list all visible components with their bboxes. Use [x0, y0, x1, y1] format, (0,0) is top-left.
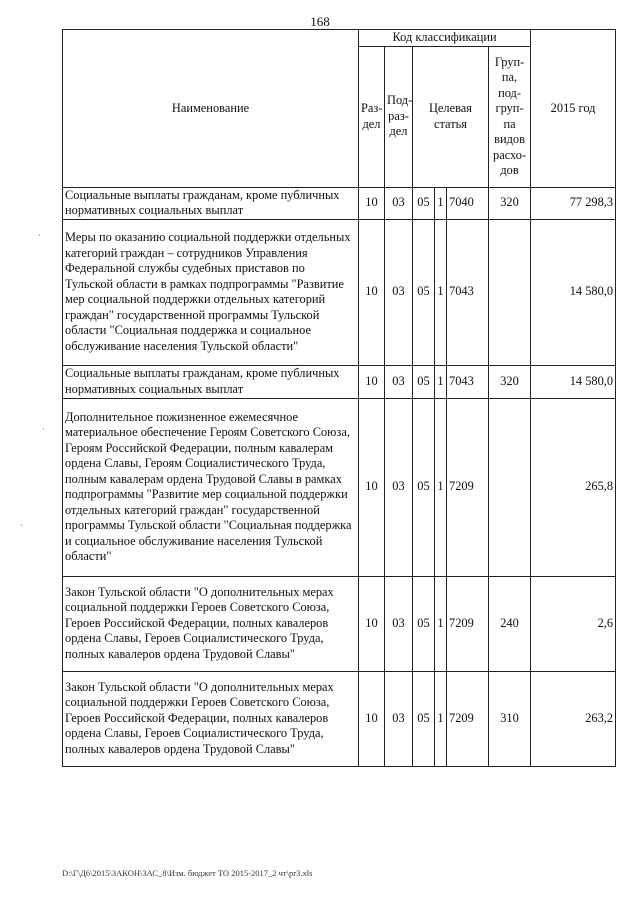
header-classification: Код классификации	[359, 30, 531, 47]
row-target-subprogram: 1	[435, 576, 447, 671]
row-target-code: 7209	[447, 671, 489, 766]
scan-dot-mark: ·	[42, 424, 45, 434]
row-subsection: 03	[385, 365, 413, 398]
header-target: Целевая статья	[413, 46, 489, 187]
row-section: 10	[359, 365, 385, 398]
row-target-subprogram: 1	[435, 219, 447, 365]
row-target-program: 05	[413, 671, 435, 766]
row-amount: 263,2	[531, 671, 616, 766]
table-row	[63, 671, 616, 766]
header-year: 2015 год	[531, 30, 616, 188]
row-group: 320	[489, 365, 531, 398]
row-target-program: 05	[413, 398, 435, 576]
row-name: Дополнительное пожизненное ежемесячное материальное обеспечение Героям Советского Союза, Героям Российской Федерации, полным кавалерам ордена Славы, Героям Социалистического Труда, полным кавалерам ордена Трудовой Славы в рамках подпрограммы "Развитие мер социальной поддержки отдельных категорий граждан" государственной программы Тульской области "Социальная поддержка и социальное обслуживание населения Тульской области"	[63, 398, 359, 576]
row-target-program: 05	[413, 576, 435, 671]
file-path-footer: D:\Г\Д6\2015\ЗАКОН\ЗАС_8\Изм. бюджет ТО 2015-2017_2 чт\pr3.xls	[62, 868, 313, 878]
row-target-code: 7040	[447, 187, 489, 219]
row-name: Социальные выплаты гражданам, кроме публичных нормативных социальных выплат	[63, 365, 359, 398]
row-name: Закон Тульской области "О дополнительных мерах социальной поддержки Героев Советского Союза, Героев Российской Федерации, полных кавалеров ордена Славы, Героев Социалистического Труда, полных кавалеров ордена Трудовой Славы"	[63, 671, 359, 766]
row-target-program: 05	[413, 219, 435, 365]
row-target-code: 7043	[447, 365, 489, 398]
header-section: Раз- дел	[359, 46, 385, 187]
row-amount: 14 580,0	[531, 219, 616, 365]
row-subsection: 03	[385, 671, 413, 766]
table-row	[63, 398, 616, 576]
row-section: 10	[359, 576, 385, 671]
row-name: Социальные выплаты гражданам, кроме публичных нормативных социальных выплат	[63, 187, 359, 219]
row-group	[489, 219, 531, 365]
row-section: 10	[359, 398, 385, 576]
budget-table	[62, 29, 616, 767]
row-group	[489, 398, 531, 576]
row-name: Меры по оказанию социальной поддержки отдельных категорий граждан – сотрудников Управления Федеральной службы судебных приставов по Тульской области в рамках подпрограммы "Развитие мер социальной поддержки отдельных категорий граждан" государственной программы Тульской области "Социальная поддержка и социальное обслуживание населения Тульской области"	[63, 219, 359, 365]
table-row	[63, 187, 616, 219]
scan-dot-mark: ·	[20, 520, 23, 530]
row-section: 10	[359, 187, 385, 219]
table-row	[63, 219, 616, 365]
row-amount: 265,8	[531, 398, 616, 576]
row-target-subprogram: 1	[435, 671, 447, 766]
row-group: 310	[489, 671, 531, 766]
row-subsection: 03	[385, 219, 413, 365]
row-target-code: 7209	[447, 398, 489, 576]
row-name: Закон Тульской области "О дополнительных мерах социальной поддержки Героев Советского Союза, Героев Российской Федерации, полных кавалеров ордена Славы, Героев Социалистического Труда, полных кавалеров ордена Трудовой Славы"	[63, 576, 359, 671]
row-subsection: 03	[385, 576, 413, 671]
scan-dot-mark: ·	[38, 230, 41, 240]
row-target-subprogram: 1	[435, 187, 447, 219]
row-group: 320	[489, 187, 531, 219]
row-amount: 2,6	[531, 576, 616, 671]
row-amount: 14 580,0	[531, 365, 616, 398]
row-subsection: 03	[385, 398, 413, 576]
row-section: 10	[359, 671, 385, 766]
header-group: Груп- па, под- груп- па видов расхо- дов	[489, 46, 531, 187]
row-target-subprogram: 1	[435, 398, 447, 576]
row-group: 240	[489, 576, 531, 671]
table-row	[63, 576, 616, 671]
row-amount: 77 298,3	[531, 187, 616, 219]
row-target-program: 05	[413, 365, 435, 398]
header-name: Наименование	[63, 30, 359, 188]
row-target-program: 05	[413, 187, 435, 219]
row-subsection: 03	[385, 187, 413, 219]
row-target-code: 7209	[447, 576, 489, 671]
row-target-code: 7043	[447, 219, 489, 365]
row-section: 10	[359, 219, 385, 365]
header-subsection: Под- раз- дел	[385, 46, 413, 187]
row-target-subprogram: 1	[435, 365, 447, 398]
page-number: 168	[310, 14, 330, 29]
table-row	[63, 365, 616, 398]
